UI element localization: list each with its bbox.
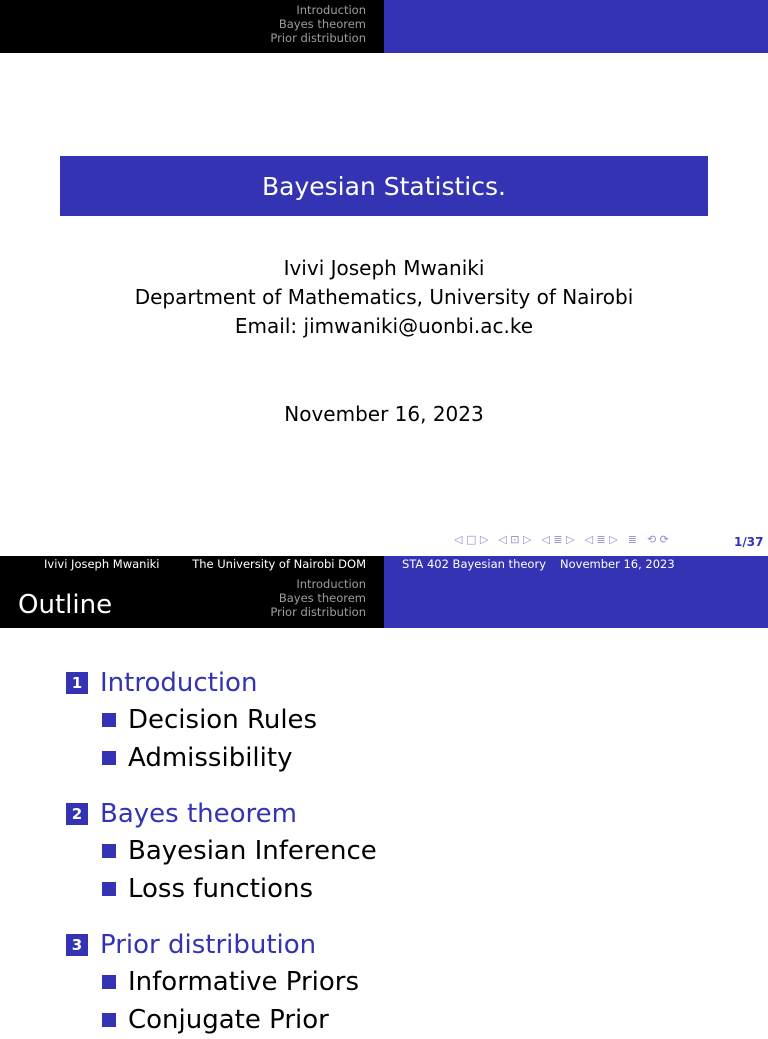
square-bullet-icon <box>102 1013 116 1027</box>
nav-link-introduction[interactable]: Introduction <box>296 577 366 591</box>
toc-subsection[interactable] <box>102 701 377 739</box>
section-title: Introduction <box>100 668 258 698</box>
square-bullet-icon <box>102 882 116 896</box>
nav-link-prior-distribution[interactable]: Prior distribution <box>270 605 366 620</box>
section-title: Bayes theorem <box>100 799 297 829</box>
footline-right <box>384 556 768 628</box>
footer-author-institute <box>0 556 384 571</box>
square-bullet-icon <box>102 975 116 989</box>
table-of-contents <box>66 665 377 1039</box>
slide2-headline <box>0 556 768 628</box>
toc-nav-icon[interactable]: ≣ <box>627 533 637 546</box>
section-number-badge: 2 <box>66 803 88 825</box>
frame-nav-icon[interactable]: ◁ ⊡ ▷ <box>498 533 532 546</box>
toc-subsection[interactable] <box>102 832 377 870</box>
square-bullet-icon <box>102 713 116 727</box>
section-nav-2 <box>270 577 366 620</box>
department: Department of Mathematics, University of Nairobi <box>134 285 634 309</box>
section-number-badge: 1 <box>66 672 88 694</box>
section-nav <box>270 3 366 46</box>
toc-section-introduction[interactable] <box>66 665 377 701</box>
subsection-title: Conjugate Prior <box>128 1005 329 1035</box>
subsection-nav-icon[interactable]: ◁ ≣ ▷ <box>541 533 575 546</box>
slide-nav-icon[interactable]: ◁ □ ▷ <box>454 533 489 546</box>
square-bullet-icon <box>102 844 116 858</box>
section-number-badge: 3 <box>66 934 88 956</box>
toc-subsection[interactable] <box>102 739 377 777</box>
subsection-title: Informative Priors <box>128 967 360 997</box>
nav-link-bayes-theorem[interactable]: Bayes theorem <box>278 591 366 606</box>
subsection-title: Admissibility <box>128 743 293 773</box>
frame-title: Outline <box>18 590 113 620</box>
nav-link-prior-distribution[interactable]: Prior distribution <box>270 31 366 46</box>
author-name: Ivivi Joseph Mwaniki <box>283 256 485 280</box>
section-nav-icon[interactable]: ◁ ≣ ▷ <box>584 533 618 546</box>
subsection-title: Loss functions <box>128 874 314 904</box>
footer-date: November 16, 2023 <box>560 556 675 571</box>
footer-course: STA 402 Bayesian theory <box>402 556 546 571</box>
footer-course-date <box>384 556 768 571</box>
presentation-title: Bayesian Statistics. <box>60 156 708 216</box>
beamer-navigation-symbols <box>454 533 669 546</box>
subsection-title: Decision Rules <box>128 705 318 735</box>
presentation-date: November 16, 2023 <box>284 402 484 426</box>
author-block <box>0 254 768 341</box>
toc-subsection[interactable] <box>102 1001 377 1039</box>
headline-left <box>0 0 384 53</box>
slide1-headline <box>0 0 768 53</box>
square-bullet-icon <box>102 751 116 765</box>
nav-link-bayes-theorem[interactable]: Bayes theorem <box>278 17 366 32</box>
toc-section-prior-distribution[interactable] <box>66 927 377 963</box>
toc-section-bayes-theorem[interactable] <box>66 796 377 832</box>
footer-author: Ivivi Joseph Mwaniki <box>44 556 160 571</box>
email: Email: jimwaniki@uonbi.ac.ke <box>234 314 534 338</box>
toc-subsection[interactable] <box>102 870 377 908</box>
section-title: Prior distribution <box>100 930 317 960</box>
nav-link-introduction[interactable]: Introduction <box>296 3 366 17</box>
toc-subsection[interactable] <box>102 963 377 1001</box>
search-back-forward-icon[interactable]: ⟲ ⟳ <box>646 533 669 546</box>
footer-institute: The University of Nairobi DOM <box>192 556 366 571</box>
page-number: 1/37 <box>734 535 764 549</box>
subsection-title: Bayesian Inference <box>128 836 377 866</box>
headline-right <box>384 0 768 53</box>
